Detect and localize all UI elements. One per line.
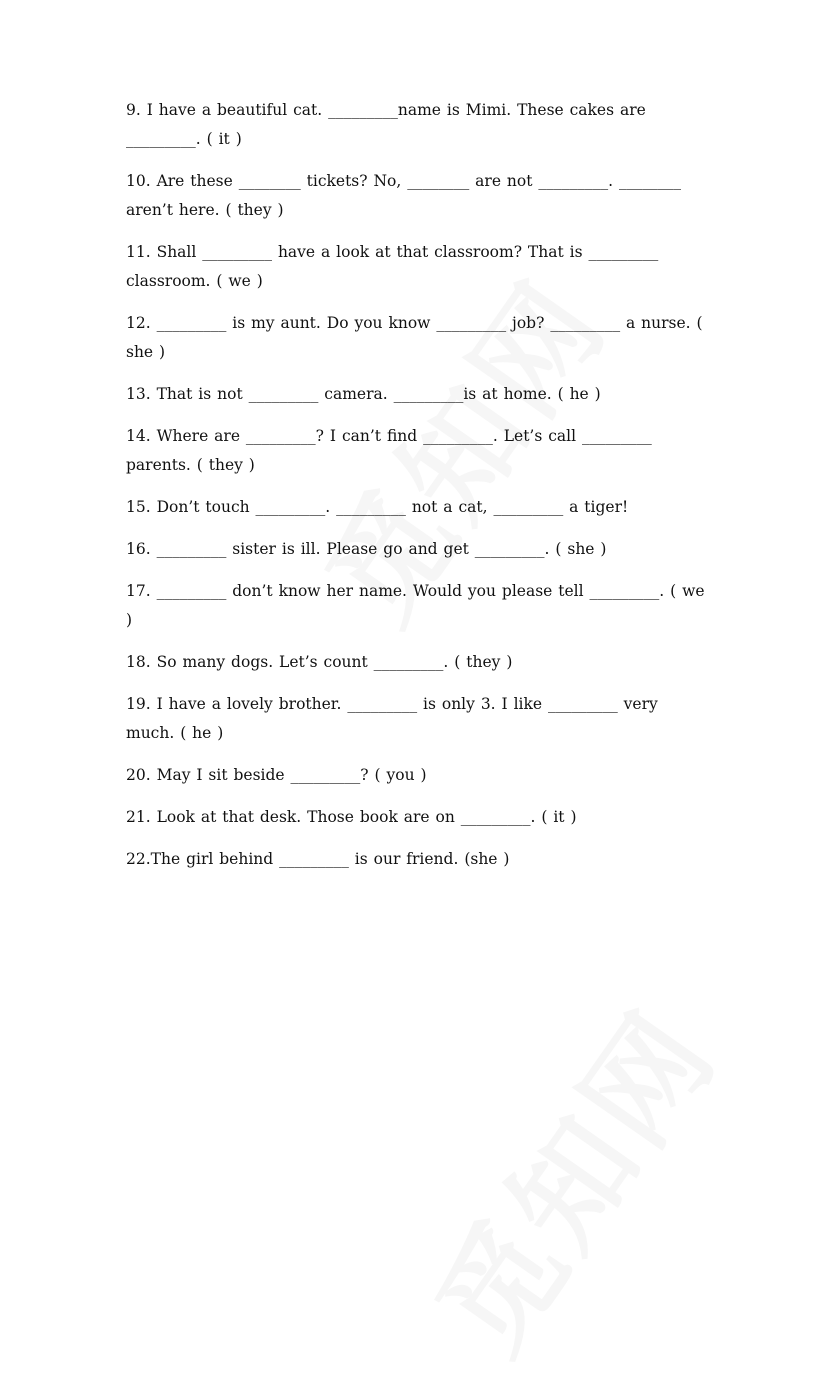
question-14: 14. Where are _________? I can’t find _________. Let’s call _________ parents. ( they ) [126,427,652,474]
question-10: 10. Are these ________ tickets? No, ________ are not _________. ________ aren’t here. ( they ) [126,172,681,219]
question-15: 15. Don’t touch _________. _________ not a cat, _________ a tiger! [126,498,629,516]
question-19: 19. I have a lovely brother. _________ is only 3. I like _________ very much. ( he ) [126,695,658,742]
question-18: 18. So many dogs. Let’s count _________. ( they ) [126,653,513,671]
question-12: 12. _________ is my aunt. Do you know _________ job? _________ a nurse. ( she ) [126,314,703,361]
question-21: 21. Look at that desk. Those book are on _________. ( it ) [126,808,577,826]
question-17: 17. _________ don’t know her name. Would you please tell _________. ( we ) [126,582,705,629]
question-list [126,96,706,887]
question-20: 20. May I sit beside _________? ( you ) [126,766,427,784]
watermark-logo-bottom [390,972,748,1380]
question-9: 9. I have a beautiful cat. _________name is Mimi. These cakes are _________. ( it ) [126,101,646,148]
question-22: 22.The girl behind _________ is our friend. (she ) [126,850,510,868]
question-13: 13. That is not _________ camera. _________is at home. ( he ) [126,385,601,403]
question-16: 16. _________ sister is ill. Please go and get _________. ( she ) [126,540,607,558]
question-11: 11. Shall _________ have a look at that classroom? That is _________ classroom. ( we ) [126,243,659,290]
